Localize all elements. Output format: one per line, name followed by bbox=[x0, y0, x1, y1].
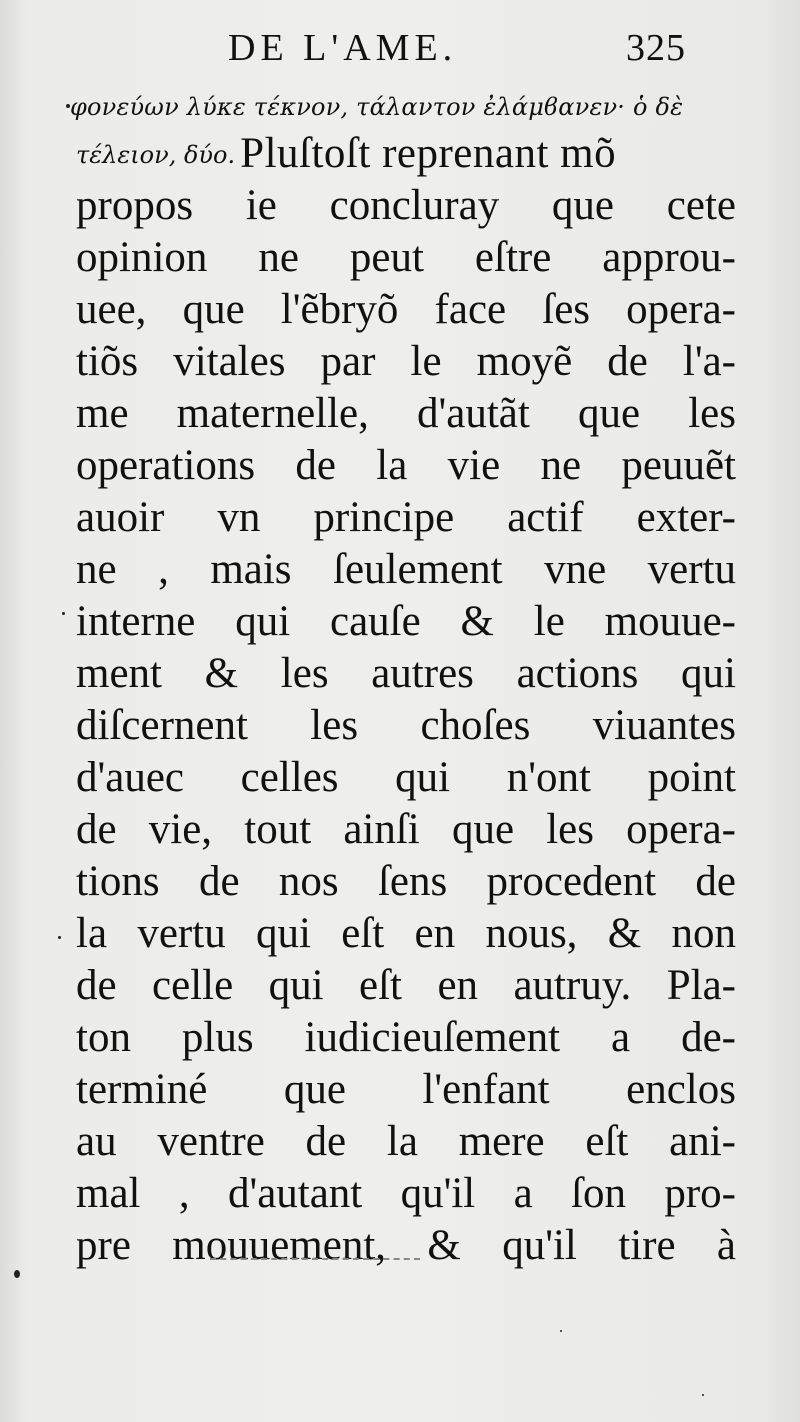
body-line: de vie, tout ainſi que les opera- bbox=[76, 806, 736, 853]
body-line: pre mouuement, & qu'il tire à bbox=[76, 1222, 736, 1269]
body-line: tiõs vitales par le moyẽ de l'a- bbox=[76, 338, 736, 385]
body-line: me maternelle, d'autãt que les bbox=[76, 390, 736, 437]
body-line: diſcernent les choſes viuantes bbox=[76, 702, 736, 749]
body-line: ment & les autres actions qui bbox=[76, 650, 736, 697]
greek-quotation-line: φονεύων λύκε τέκνον, τάλαντον ἐλάμϐανεν· ὁ δὲ bbox=[70, 93, 684, 121]
body-text-start: Pluſtoſt reprenant mõ bbox=[240, 130, 617, 177]
body-line: de celle qui eſt en autruy. Pla- bbox=[76, 962, 736, 1009]
mixed-greek-latin-line bbox=[76, 128, 736, 180]
body-line: interne qui cauſe & le mouue- bbox=[76, 598, 736, 645]
body-line: uee, que l'ẽbryõ face ſes opera- bbox=[76, 286, 736, 333]
running-head: DE L'AME. bbox=[228, 27, 458, 69]
print-mark bbox=[210, 1258, 420, 1260]
body-line: ton plus iudicieuſement a de- bbox=[76, 1014, 736, 1061]
body-line: propos ie concluray que cete bbox=[76, 182, 736, 229]
page-number: 325 bbox=[626, 27, 686, 69]
body-line: opinion ne peut eſtre approu- bbox=[76, 234, 736, 281]
body-line: la vertu qui eſt en nous, & non bbox=[76, 910, 736, 957]
body-line: terminé que l'enfant enclos bbox=[76, 1066, 736, 1113]
body-line: mal , d'autant qu'il a ſon pro- bbox=[76, 1170, 736, 1217]
greek-quotation-end: τέλειον, δύο. bbox=[76, 141, 236, 169]
body-line: d'auec celles qui n'ont point bbox=[76, 754, 736, 801]
body-line: operations de la vie ne peuuẽt bbox=[76, 442, 736, 489]
body-line: au ventre de la mere eſt ani- bbox=[76, 1118, 736, 1165]
body-line: tions de nos ſens procedent de bbox=[76, 858, 736, 905]
page-header bbox=[0, 28, 800, 78]
body-line: ne , mais ſeulement vne vertu bbox=[76, 546, 736, 593]
body-line: auoir vn principe actif exter- bbox=[76, 494, 736, 541]
